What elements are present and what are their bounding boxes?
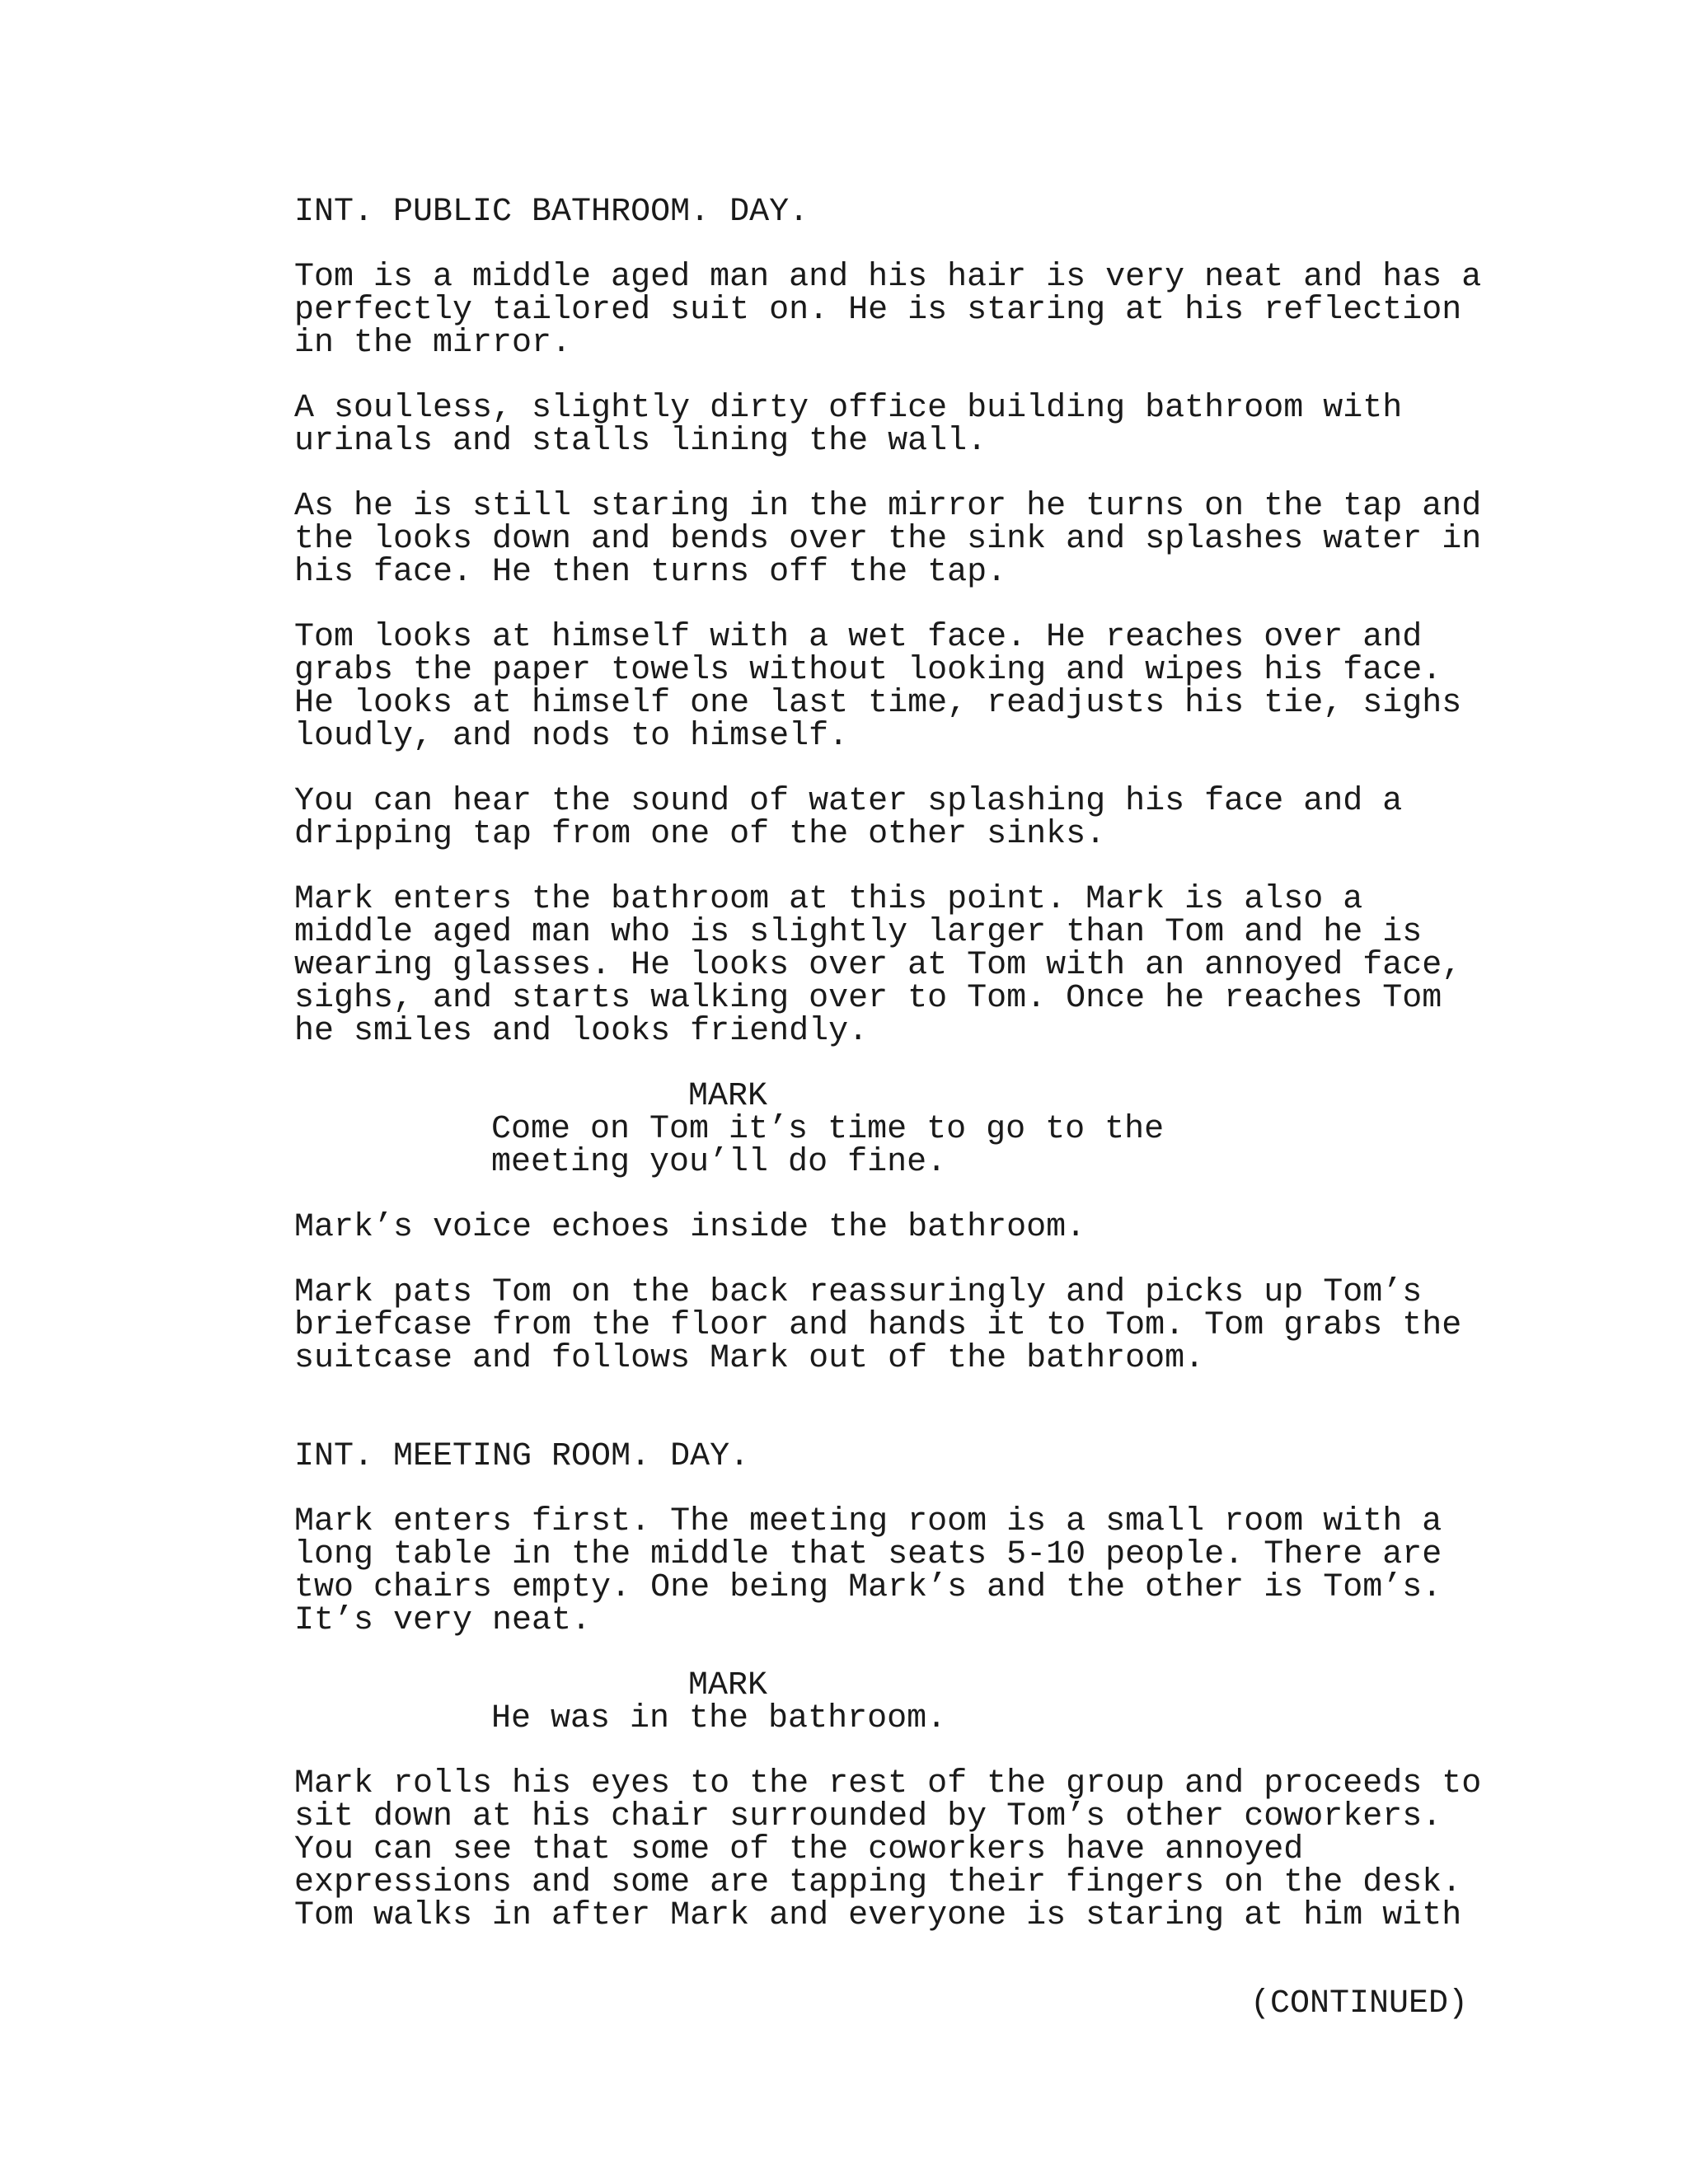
- action-line: suitcase and follows Mark out of the bathroom.: [294, 1340, 1205, 1377]
- action-line: As he is still staring in the mirror he turns on the tap and: [294, 488, 1482, 525]
- action-line: grabs the paper towels without looking and wipes his face.: [294, 652, 1442, 689]
- action-paragraph: [294, 1209, 1489, 1246]
- character-name: MARK: [688, 1078, 768, 1115]
- action-line: A soulless, slightly dirty office building bathroom with: [294, 390, 1403, 427]
- action-line: perfectly tailored suit on. He is staring at his reflection: [294, 292, 1462, 329]
- action-line: It’s very neat.: [294, 1602, 592, 1639]
- action-line: Mark enters first. The meeting room is a small room with a: [294, 1503, 1442, 1540]
- action-line: Mark’s voice echoes inside the bathroom.: [294, 1209, 1086, 1246]
- dialogue-block: [294, 1667, 1489, 1737]
- action-paragraph: [294, 1274, 1489, 1377]
- action-line: Mark pats Tom on the back reassuringly and picks up Tom’s: [294, 1274, 1423, 1311]
- action-paragraph: [294, 490, 1489, 589]
- action-line: sighs, and starts walking over to Tom. Once he reaches Tom: [294, 980, 1442, 1017]
- action-line: two chairs empty. One being Mark’s and the other is Tom’s.: [294, 1569, 1442, 1606]
- action-line: briefcase from the floor and hands it to Tom. Tom grabs the: [294, 1307, 1462, 1344]
- action-line: expressions and some are tapping their fingers on the desk.: [294, 1864, 1462, 1901]
- action-line: wearing glasses. He looks over at Tom with an annoyed face,: [294, 947, 1462, 984]
- script-body: [294, 196, 1489, 1933]
- action-paragraph: [294, 1503, 1489, 1639]
- dialogue-line: meeting you’ll do fine.: [491, 1144, 947, 1181]
- action-line: You can see that some of the coworkers have annoyed: [294, 1831, 1304, 1868]
- action-line: Tom looks at himself with a wet face. He reaches over and: [294, 619, 1423, 656]
- action-paragraph: [294, 785, 1489, 851]
- action-paragraph: [294, 261, 1489, 360]
- dialogue-block: [294, 1080, 1489, 1179]
- action-line: he smiles and looks friendly.: [294, 1013, 869, 1050]
- action-line: his face. He then turns off the tap.: [294, 554, 1007, 591]
- action-paragraph: [294, 883, 1489, 1048]
- action-line: the looks down and bends over the sink and splashes water in: [294, 521, 1482, 558]
- scene-heading: INT. MEETING ROOM. DAY.: [294, 1438, 750, 1475]
- action-line: dripping tap from one of the other sinks.: [294, 816, 1106, 853]
- dialogue-line: He was in the bathroom.: [491, 1700, 947, 1737]
- action-line: Mark enters the bathroom at this point. Mark is also a: [294, 881, 1363, 918]
- dialogue-line: Come on Tom it’s time to go to the: [491, 1111, 1165, 1148]
- action-line: He looks at himself one last time, readjusts his tie, sighs: [294, 685, 1462, 722]
- action-line: Mark rolls his eyes to the rest of the group and proceeds to: [294, 1765, 1482, 1802]
- action-paragraph: [294, 621, 1489, 753]
- action-line: loudly, and nods to himself.: [294, 718, 849, 755]
- action-line: middle aged man who is slightly larger than Tom and he is: [294, 914, 1423, 951]
- continued-label: (CONTINUED): [1250, 1985, 1468, 2022]
- action-paragraph: [294, 392, 1489, 458]
- action-line: You can hear the sound of water splashing his face and a: [294, 783, 1403, 820]
- action-line: in the mirror.: [294, 325, 572, 362]
- action-line: long table in the middle that seats 5-10 people. There are: [294, 1536, 1442, 1573]
- continued-footer: [0, 1985, 1688, 2022]
- action-paragraph: [294, 1765, 1489, 1934]
- action-line: urinals and stalls lining the wall.: [294, 423, 987, 460]
- scene-heading: INT. PUBLIC BATHROOM. DAY.: [294, 194, 809, 231]
- character-name: MARK: [688, 1667, 768, 1704]
- action-line: sit down at his chair surrounded by Tom’s other coworkers.: [294, 1798, 1442, 1835]
- action-line: Tom is a middle aged man and his hair is very neat and has a: [294, 259, 1482, 296]
- action-line: Tom walks in after Mark and everyone is staring at him with: [294, 1897, 1462, 1934]
